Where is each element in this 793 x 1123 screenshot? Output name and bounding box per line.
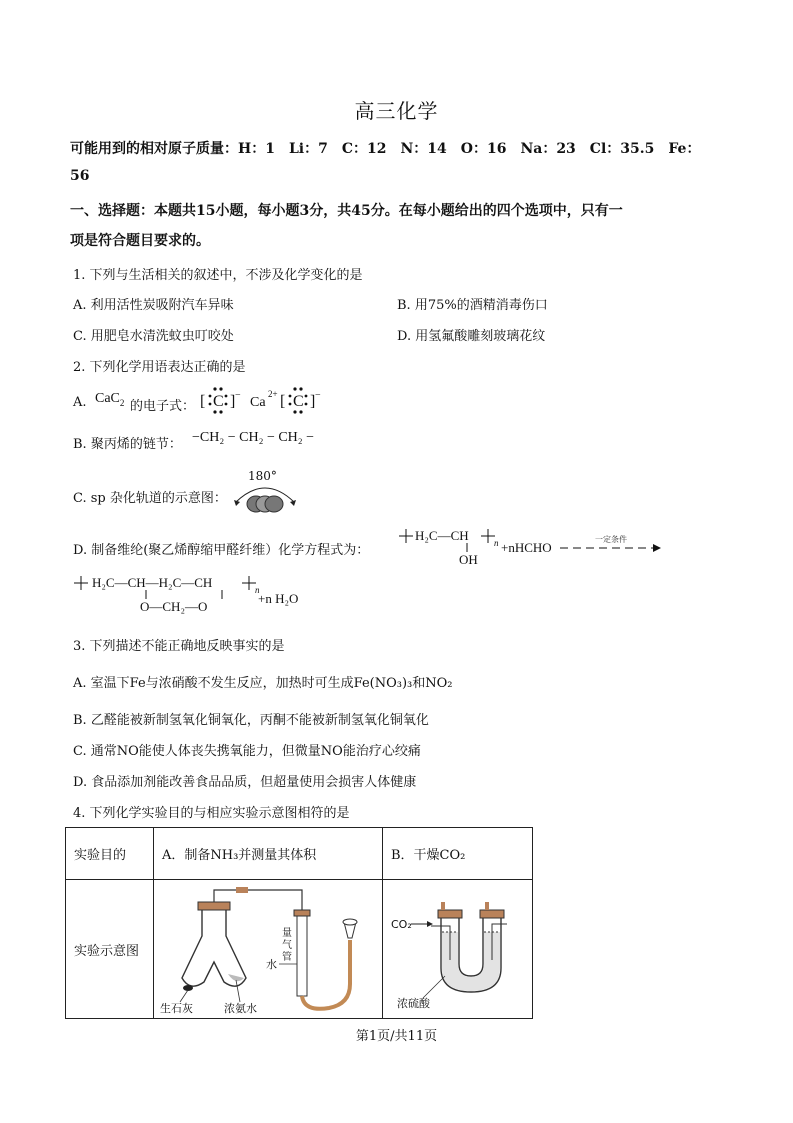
- atomic-masses-line1: 可能用到的相对原子质量：H：1 Li：7 C：12 N：14 O：16 Na：23 Cl：35.5 Fe：: [70, 141, 701, 157]
- svg-text:[: [: [200, 393, 206, 410]
- exp-option-b-diagram-cell: [383, 880, 533, 1019]
- experiment-table: [65, 827, 533, 1019]
- reactant-main: H₂C—CH: [415, 528, 469, 543]
- svg-text:C: C: [213, 393, 224, 410]
- label-conc-sulfuric-acid: 浓硫酸: [397, 997, 430, 1010]
- product-main: H₂C—CH—H₂C—CH: [92, 575, 213, 590]
- svg-text:]: ]: [230, 393, 236, 410]
- q2-option-d-label: D. 制备维纶(聚乙烯醇缩甲醛纤维）化学方程式为：: [73, 543, 370, 558]
- electron-dot-formula: [198, 384, 338, 416]
- q4-stem: 4. 下列化学实验目的与相应实验示意图相符的是: [73, 806, 350, 821]
- q2-option-a-text: 的电子式：: [130, 399, 196, 414]
- svg-text:−: −: [315, 390, 321, 401]
- q3-option-c: C. 通常NO能使人体丧失携氧能力，但微量NO能治疗心绞痛: [73, 744, 421, 759]
- q2-stem: 2. 下列化学用语表达正确的是: [73, 360, 246, 375]
- product-bottom: O—CH₂—O: [140, 599, 208, 614]
- q2-polypropylene-unit: −CH₂ − CH₂ − CH₂ −: [192, 430, 315, 445]
- reactant-hcho: +nHCHO: [501, 540, 552, 555]
- reaction-condition: 一定条件: [595, 535, 627, 544]
- q1-stem: 1. 下列与生活相关的叙述中，不涉及化学变化的是: [73, 268, 363, 283]
- product-n: n: [255, 585, 260, 595]
- ammonia-apparatus-diagram: [154, 880, 382, 1014]
- svg-text:量: 量: [282, 928, 292, 939]
- product-water: +n H₂O: [258, 591, 299, 606]
- svg-text:Ca: Ca: [250, 395, 266, 410]
- exp-option-b-purpose: B．干燥CO₂: [383, 828, 533, 880]
- q3-option-a: A. 室温下Fe与浓硝酸不发生反应，加热时可生成Fe(NO₃)₃和NO₂: [73, 676, 453, 691]
- page-title: 高三化学: [354, 99, 439, 123]
- sp-orbital-diagram: [230, 480, 300, 514]
- q3-stem: 3. 下列描述不能正确地反映事实的是: [73, 639, 285, 654]
- q2-cac2-formula: CaC$_2$: [95, 391, 125, 408]
- q3-option-d: D. 食品添加剂能改善食品品质，但超量使用会损害人体健康: [73, 775, 417, 790]
- reactant-n: n: [494, 538, 499, 548]
- exp-option-a-purpose: A．制备NH₃并测量其体积: [154, 828, 383, 880]
- svg-text:]: ]: [310, 393, 316, 410]
- label-water: 水: [266, 958, 277, 971]
- q1-option-b: B. 用75%的酒精消毒伤口: [397, 298, 548, 313]
- svg-text:管: 管: [282, 952, 292, 963]
- label-co2-inlet: CO₂: [391, 918, 412, 931]
- svg-text:−: −: [235, 390, 241, 401]
- label-lime: 生石灰: [160, 1002, 193, 1014]
- q2-d-reactant-structure: [395, 522, 675, 568]
- q1-option-a: A. 利用活性炭吸附汽车异味: [73, 298, 234, 313]
- section-instruction-line2: 项是符合题目要求的。: [70, 233, 210, 249]
- q2-option-b-label: B. 聚丙烯的链节：: [73, 437, 182, 452]
- svg-text:C: C: [293, 393, 304, 410]
- q2-d-product-structure: [70, 569, 310, 617]
- exp-row1-label: 实验目的: [66, 828, 154, 880]
- atomic-masses-line2: 56: [70, 168, 90, 184]
- label-gas-burette: [282, 927, 292, 963]
- exp-row2-label: 实验示意图: [66, 880, 154, 1019]
- u-tube-drying-diagram: [383, 880, 532, 1014]
- svg-text:[: [: [280, 393, 286, 410]
- svg-text:2+: 2+: [268, 389, 278, 399]
- q2-option-a-label: A.: [73, 395, 87, 410]
- section-instruction-line1: 一、选择题：本题共15小题，每小题3分，共45分。在每小题给出的四个选项中，只有一: [70, 203, 623, 219]
- reactant-oh: OH: [459, 552, 478, 567]
- sp-angle-label: 180°: [248, 469, 277, 483]
- q1-option-c: C. 用肥皂水清洗蚊虫叮咬处: [73, 329, 234, 344]
- exp-option-a-diagram-cell: [154, 880, 383, 1019]
- q1-option-d: D. 用氢氟酸雕刻玻璃花纹: [397, 329, 546, 344]
- page-footer: 第1页/共11页: [355, 1029, 438, 1044]
- svg-text:气: 气: [282, 940, 292, 951]
- label-ammonia-water: 浓氨水: [224, 1002, 257, 1014]
- q3-option-b: B. 乙醛能被新制氢氧化铜氧化，丙酮不能被新制氢氧化铜氧化: [73, 713, 429, 728]
- q2-option-c-label: C. sp 杂化轨道的示意图：: [73, 491, 227, 506]
